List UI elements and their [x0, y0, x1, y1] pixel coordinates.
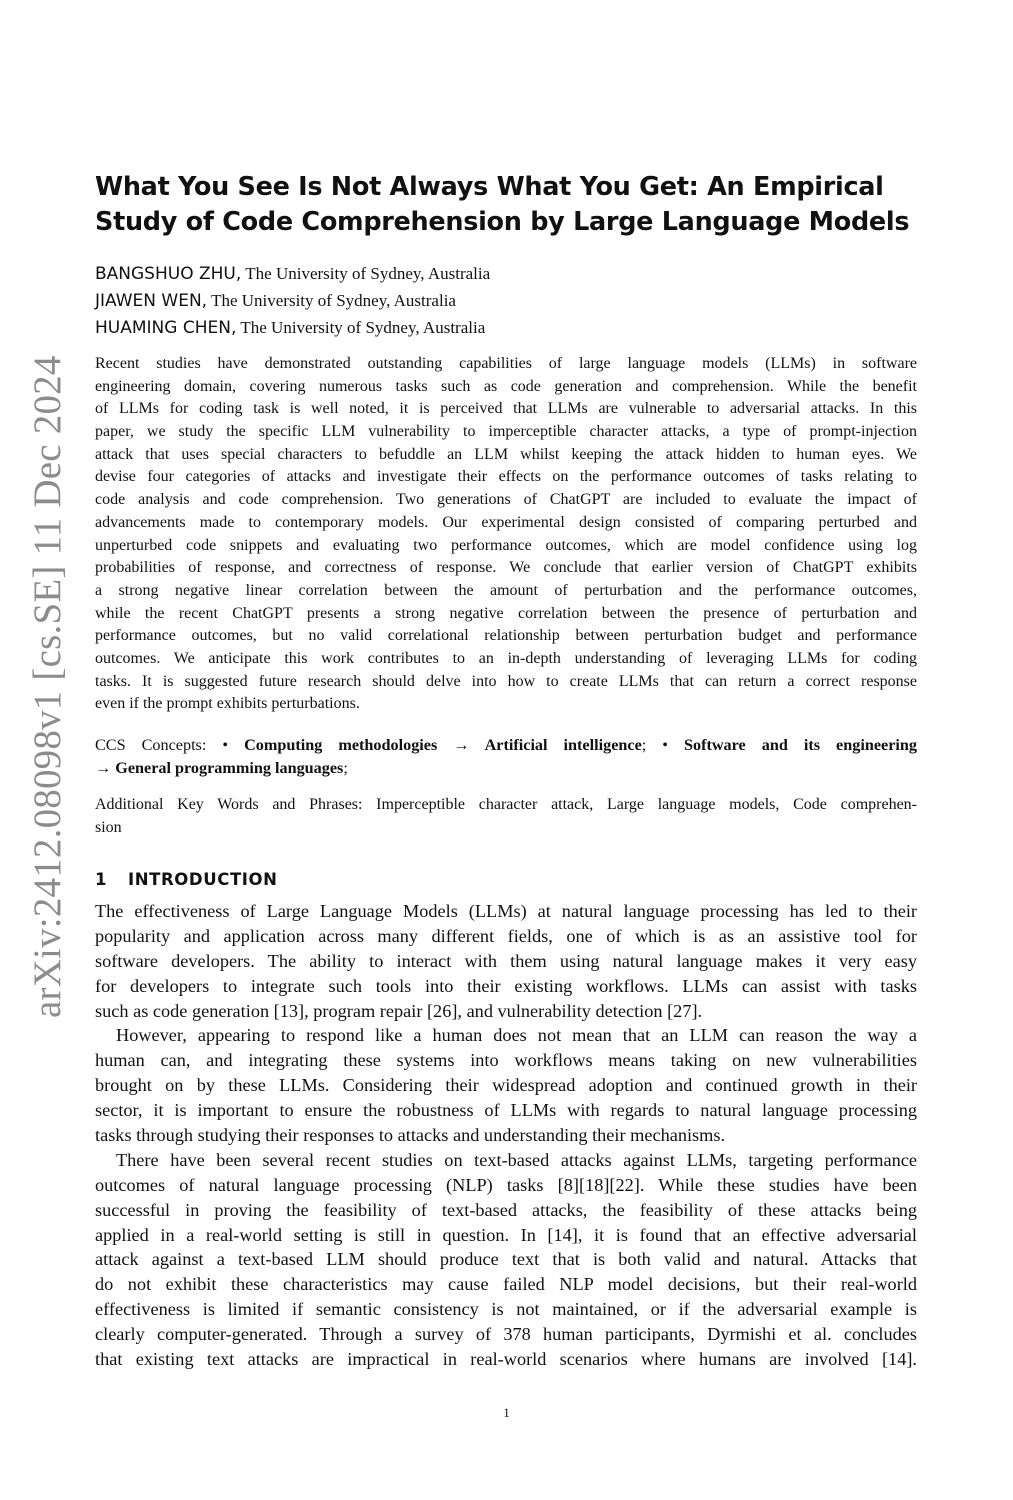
arxiv-identifier-stamp: arXiv:2412.08098v1 [cs.SE] 11 Dec 2024: [26, 355, 69, 1018]
keywords-line: Additional Key Words and Phrases: Imperceptible character attack, Large language models, Code comprehen-: [95, 796, 917, 813]
text-line: applied in a real-world setting is still in question. In [14], it is found that an effective adversarial: [95, 1224, 917, 1245]
text-line: human can, and integrating these systems into workflows means taking on new vulnerabilities: [95, 1050, 917, 1071]
text-line: successful in proving the feasibility of text-based attacks, the feasibility of these attacks being: [95, 1199, 917, 1220]
paragraph: [95, 1148, 917, 1372]
title-line: What You See Is Not Always What You Get: An Empirical: [95, 172, 884, 202]
text-line: However, appearing to respond like a human does not mean that an LLM can reason the way a: [116, 1025, 917, 1046]
text-line: attack against a text-based LLM should produce text that is both valid and natural. Attacks that: [95, 1249, 917, 1270]
abstract-line: a strong negative linear correlation between the amount of perturbation and the performance outcomes,: [95, 581, 917, 599]
text-line: for developers to integrate such tools into their existing workflows. LLMs can assist with tasks: [95, 975, 917, 996]
paragraph: [95, 899, 917, 1023]
ccs-bullet: •: [222, 736, 245, 754]
text-line: popularity and application across many different fields, one of which is as an assistive tool for: [95, 925, 917, 946]
author-entry: [95, 288, 456, 314]
abstract-line: Recent studies have demonstrated outstanding capabilities of large language models (LLMs) in software: [95, 355, 917, 372]
text-line: brought on by these LLMs. Considering their widespread adoption and continued growth in their: [95, 1075, 917, 1096]
text-line: clearly computer-generated. Through a survey of 378 human participants, Dyrmishi et al. concludes: [95, 1324, 917, 1345]
abstract-line: even if the prompt exhibits perturbations.: [95, 695, 360, 713]
additional-keywords: [95, 794, 917, 839]
abstract-line: code analysis and code comprehension. Two generations of ChatGPT are included to evaluate the impact of: [95, 491, 917, 509]
abstract-line: paper, we study the specific LLM vulnerability to imperceptible character attacks, a type of prompt-injection: [95, 423, 917, 441]
page-number: 1: [503, 1405, 510, 1420]
author-affiliation: The University of Sydney, Australia: [211, 291, 456, 310]
author-entry: [95, 315, 485, 341]
text-line: The effectiveness of Large Language Models (LLMs) at natural language processing has led to their: [95, 901, 917, 921]
text-line: There have been several recent studies on text-based attacks against LLMs, targeting performance: [116, 1149, 917, 1170]
paper-title: [95, 170, 925, 240]
abstract-line: of LLMs for coding task is well noted, it is perceived that LLMs are vulnerable to adversarial attacks. In this: [95, 400, 917, 418]
keywords-line: sion: [95, 818, 122, 836]
author-affiliation: The University of Sydney, Australia: [245, 264, 491, 283]
text-line: sector, it is important to ensure the robustness of LLMs with regards to natural language processing: [95, 1100, 917, 1121]
author-name: HUAMING CHEN,: [95, 318, 237, 338]
section-number: 1: [95, 870, 108, 889]
ccs-end: ;: [343, 759, 348, 777]
ccs-bullet: •: [662, 736, 684, 754]
ccs-concept-software-engineering: Software and its engineering: [683, 736, 917, 754]
section-title: INTRODUCTION: [128, 870, 278, 889]
text-line: software developers. The ability to interact with them using natural language makes it very easy: [95, 950, 917, 971]
author-name: JIAWEN WEN,: [95, 291, 208, 311]
text-line: outcomes of natural language processing (NLP) tasks [8][18][22]. While these studies have been: [95, 1174, 917, 1195]
ccs-concepts: [95, 734, 917, 780]
abstract-line: advancements made to contemporary models. Our experimental design consisted of comparing perturbed and: [95, 513, 917, 531]
text-line: do not exhibit these characteristics may cause failed NLP model decisions, but their real-world: [95, 1274, 917, 1295]
ccs-line: [95, 757, 917, 780]
introduction-body: [95, 899, 917, 1372]
author-affiliation: The University of Sydney, Australia: [240, 318, 486, 337]
abstract: [95, 353, 917, 716]
abstract-line: devise four categories of attacks and investigate their effects on the performance outcomes of tasks relating to: [95, 468, 917, 486]
text-line: that existing text attacks are impractical in real-world scenarios where humans are involved [14].: [95, 1349, 917, 1370]
ccs-concept-general-programming-languages: → General programming languages: [95, 759, 344, 777]
abstract-line: engineering domain, covering numerous tasks such as code generation and comprehension. While the benefit: [95, 377, 917, 395]
ccs-concept-computing-methodologies: Computing methodologies → Artificial intelligence: [244, 736, 642, 754]
text-line: such as code generation [13], program repair [26], and vulnerability detection [27].: [95, 1000, 703, 1021]
text-line: tasks through studying their responses to attacks and understanding their mechanisms.: [95, 1125, 726, 1146]
abstract-line: attack that uses special characters to befuddle an LLM whilst keeping the attack hidden to human eyes. We: [95, 445, 917, 463]
text-line: effectiveness is limited if semantic consistency is not maintained, or if the adversarial example is: [95, 1299, 917, 1320]
author-name: BANGSHUO ZHU,: [95, 264, 242, 284]
abstract-line: while the recent ChatGPT presents a strong negative correlation between the presence of perturbation and: [95, 604, 917, 622]
section-heading-introduction: [95, 867, 278, 893]
abstract-line: outcomes. We anticipate this work contributes to an in-depth understanding of leveraging LLMs for coding: [95, 649, 917, 667]
ccs-separator: ;: [641, 736, 663, 754]
abstract-line: probabilities of response, and correctness of response. We conclude that earlier version of ChatGPT exhibits: [95, 559, 917, 577]
abstract-line: tasks. It is suggested future research should delve into how to create LLMs that can return a correct response: [95, 672, 917, 690]
ccs-line: [95, 734, 917, 757]
title-line: Study of Code Comprehension by Large Language Models: [95, 207, 910, 237]
abstract-line: unperturbed code snippets and evaluating two performance outcomes, which are model confidence using log: [95, 536, 917, 554]
author-entry: [95, 261, 490, 287]
paragraph: [95, 1023, 917, 1147]
abstract-line: performance outcomes, but no valid correlational relationship between perturbation budget and performance: [95, 627, 917, 645]
ccs-label: CCS Concepts:: [95, 736, 223, 754]
